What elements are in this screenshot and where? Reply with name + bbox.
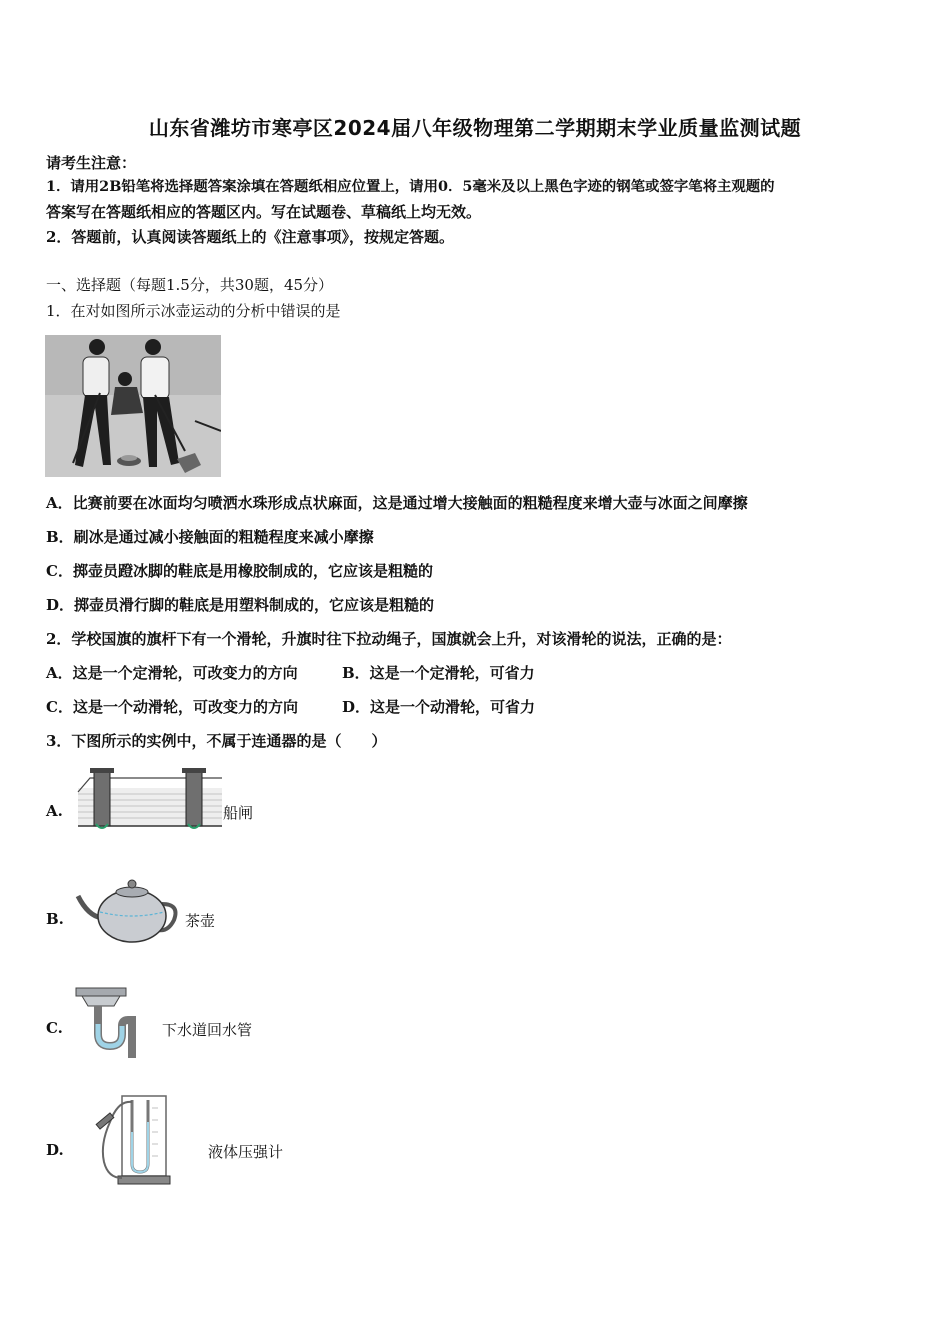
teapot-figure [74,874,184,946]
question-3-option-a-letter: A. [46,802,63,820]
question-2-option-a: A．这是一个定滑轮，可改变力的方向 [46,664,298,682]
pressure-gauge-figure [94,1092,174,1188]
notice-item-1-line-1: 1．请用2B铅笔将选择题答案涂填在答题纸相应位置上，请用0．5毫米及以上黑色字迹的钢笔或签字笔将主观题的 [46,178,775,195]
question-1-option-a: A．比赛前要在冰面均匀喷洒水珠形成点状麻面，这是通过增大接触面的粗糙程度来增大壶与冰面之间摩擦 [46,494,748,512]
notice-heading: 请考生注意： [46,154,137,172]
curling-photo [45,335,221,477]
drain-trap-caption: 下水道回水管 [162,1021,253,1039]
question-2-option-c: C．这是一个动滑轮，可改变力的方向 [46,698,298,716]
question-3-option-c-letter: C. [46,1019,63,1037]
notice-item-2: 2．答题前，认真阅读答题纸上的《注意事项》，按规定答题。 [46,228,454,246]
question-2-option-b: B．这是一个定滑轮，可省力 [342,664,535,682]
question-1-option-b: B．刷冰是通过减小接触面的粗糙程度来减小摩擦 [46,528,374,546]
teapot-caption: 茶壶 [185,912,216,930]
ship-lock-figure [76,764,224,836]
question-3-option-d-letter: D. [46,1141,64,1159]
question-2-stem: 2．学校国旗的旗杆下有一个滑轮，升旗时往下拉动绳子，国旗就会上升，对该滑轮的说法，正确的是： [46,630,732,648]
question-1-stem: 1．在对如图所示冰壶运动的分析中错误的是 [46,302,341,320]
question-3-stem: 3．下图所示的实例中，不属于连通器的是（ ） [46,732,387,750]
question-2-option-d: D．这是一个动滑轮，可省力 [342,698,536,716]
question-1-option-d: D．掷壶员滑行脚的鞋底是用塑料制成的，它应该是粗糙的 [46,596,435,614]
notice-item-1-line-2: 答案写在答题纸相应的答题区内。写在试题卷、草稿纸上均无效。 [46,203,482,221]
pressure-gauge-caption: 液体压强计 [208,1143,284,1161]
drain-trap-figure [74,984,144,1060]
ship-lock-caption: 船闸 [223,804,254,822]
page-title: 山东省潍坊市寒亭区2024届八年级物理第二学期期末学业质量监测试题 [148,116,802,140]
question-3-option-b-letter: B. [46,910,64,928]
question-1-option-c: C．掷壶员蹬冰脚的鞋底是用橡胶制成的，它应该是粗糙的 [46,562,433,580]
section-heading-choice: 一、选择题（每题1.5分，共30题，45分） [46,276,334,294]
